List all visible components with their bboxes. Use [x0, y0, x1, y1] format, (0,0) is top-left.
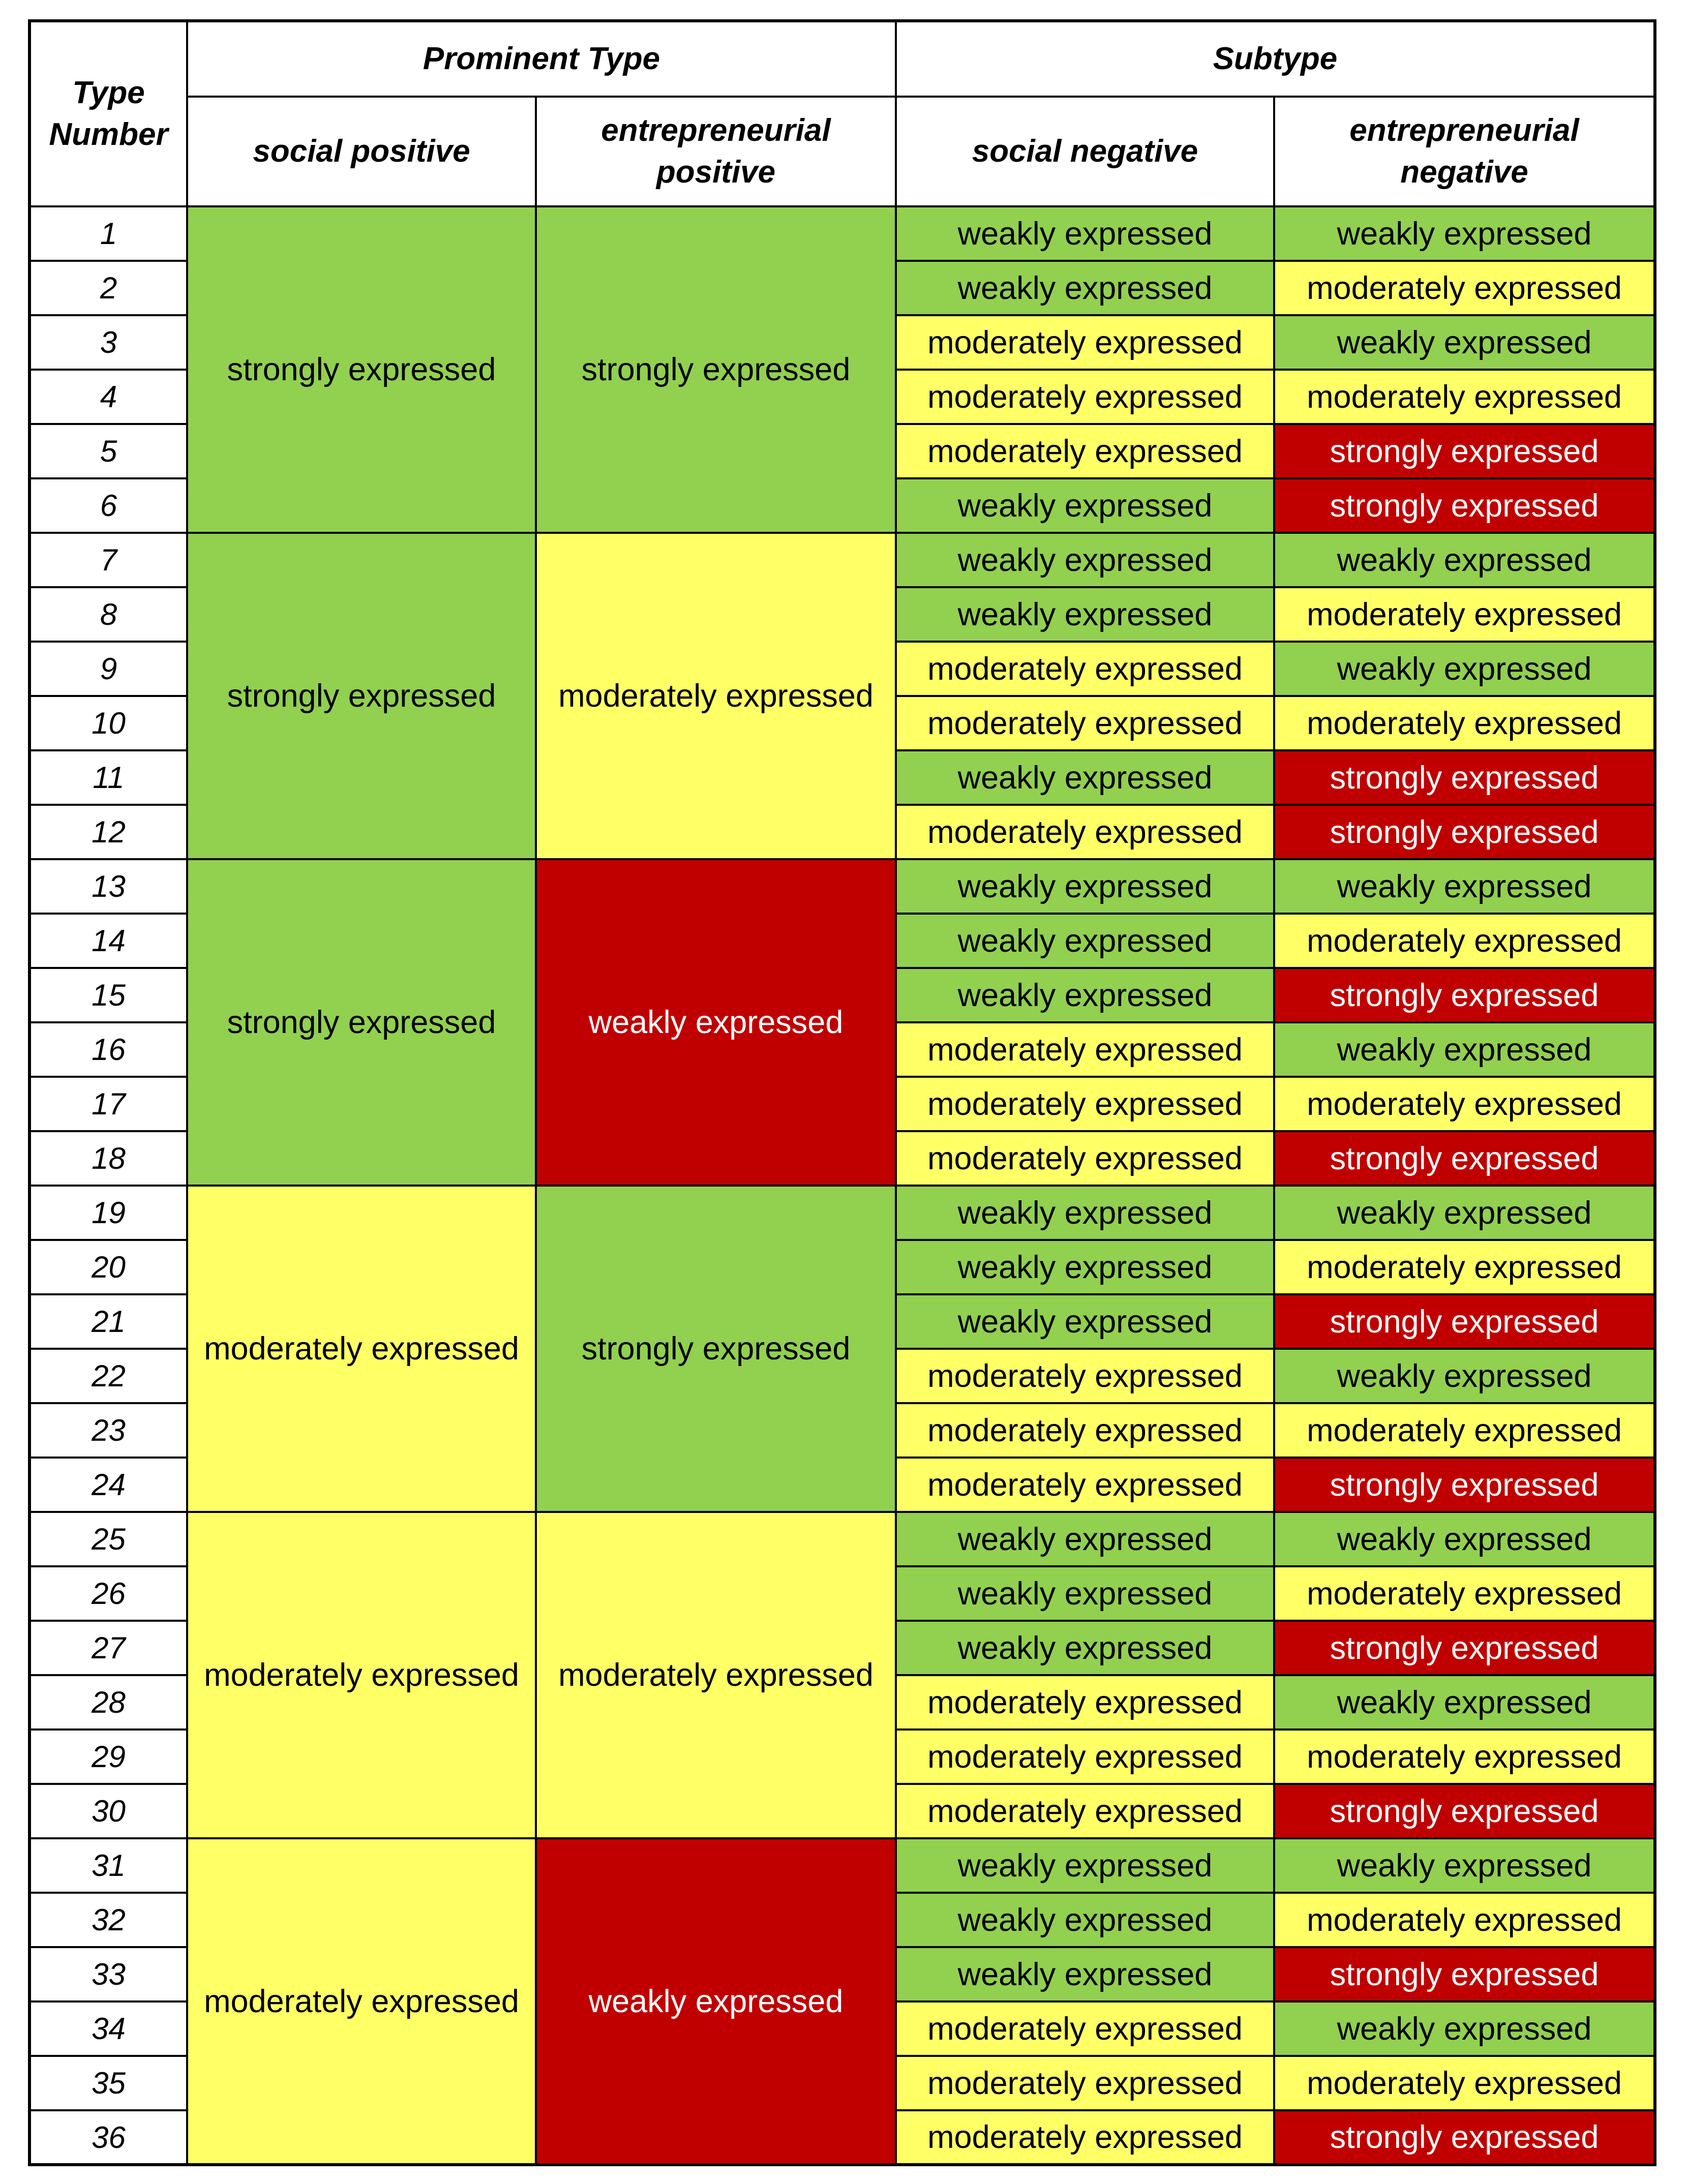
social-negative-cell: moderately expressed: [896, 1675, 1274, 1730]
social-negative-cell: weakly expressed: [896, 1838, 1274, 1893]
social-negative-cell: weakly expressed: [896, 261, 1274, 315]
type-number-cell: 22: [29, 1349, 187, 1403]
entrepreneurial-negative-cell: strongly expressed: [1274, 1131, 1655, 1186]
table-row: [29, 206, 1655, 261]
type-number-cell: 33: [29, 1947, 187, 2001]
type-number-cell: 13: [29, 859, 187, 914]
social-negative-cell: weakly expressed: [896, 914, 1274, 968]
entrepreneurial-positive-cell: moderately expressed: [536, 533, 896, 859]
social-negative-cell: moderately expressed: [896, 1349, 1274, 1403]
type-number-cell: 36: [29, 2110, 187, 2165]
type-number-cell: 21: [29, 1294, 187, 1349]
social-positive-header: social positive: [187, 97, 536, 206]
entrepreneurial-negative-cell: moderately expressed: [1274, 587, 1655, 642]
social-negative-cell: weakly expressed: [896, 478, 1274, 533]
social-positive-cell: moderately expressed: [187, 1186, 536, 1512]
entrepreneurial-negative-cell: strongly expressed: [1274, 478, 1655, 533]
social-negative-cell: moderately expressed: [896, 2056, 1274, 2110]
type-number-cell: 29: [29, 1730, 187, 1784]
entrepreneurial-positive-cell: weakly expressed: [536, 1838, 896, 2165]
entrepreneurial-negative-cell: moderately expressed: [1274, 1403, 1655, 1458]
social-negative-cell: moderately expressed: [896, 2001, 1274, 2056]
entrepreneurial-negative-cell: strongly expressed: [1274, 2110, 1655, 2165]
social-negative-cell: weakly expressed: [896, 859, 1274, 914]
entrepreneurial-negative-cell: strongly expressed: [1274, 1947, 1655, 2001]
social-negative-cell: weakly expressed: [896, 1512, 1274, 1566]
entrepreneurial-negative-cell: weakly expressed: [1274, 315, 1655, 370]
social-negative-cell: moderately expressed: [896, 2110, 1274, 2165]
social-negative-cell: weakly expressed: [896, 533, 1274, 587]
type-number-cell: 30: [29, 1784, 187, 1838]
table-row: [29, 1512, 1655, 1566]
type-number-cell: 19: [29, 1186, 187, 1240]
social-negative-cell: weakly expressed: [896, 1947, 1274, 2001]
table-row: [29, 1838, 1655, 1893]
social-negative-cell: weakly expressed: [896, 1893, 1274, 1947]
entrepreneurial-negative-cell: weakly expressed: [1274, 533, 1655, 587]
entrepreneurial-negative-cell: moderately expressed: [1274, 2056, 1655, 2110]
type-number-cell: 28: [29, 1675, 187, 1730]
entrepreneurial-negative-cell: weakly expressed: [1274, 2001, 1655, 2056]
entrepreneurial-negative-cell: strongly expressed: [1274, 1458, 1655, 1512]
entrepreneurial-positive-header: entrepreneurial positive: [536, 97, 896, 206]
social-negative-cell: moderately expressed: [896, 1131, 1274, 1186]
type-number-cell: 2: [29, 261, 187, 315]
social-negative-header: social negative: [896, 97, 1274, 206]
social-negative-cell: moderately expressed: [896, 805, 1274, 859]
entrepreneurial-negative-cell: strongly expressed: [1274, 805, 1655, 859]
entrepreneurial-negative-cell: moderately expressed: [1274, 261, 1655, 315]
type-number-cell: 23: [29, 1403, 187, 1458]
social-negative-cell: moderately expressed: [896, 1784, 1274, 1838]
social-negative-cell: weakly expressed: [896, 1621, 1274, 1675]
entrepreneurial-negative-cell: strongly expressed: [1274, 1294, 1655, 1349]
social-negative-cell: moderately expressed: [896, 1077, 1274, 1131]
type-number-cell: 4: [29, 370, 187, 424]
entrepreneurial-negative-cell: strongly expressed: [1274, 1621, 1655, 1675]
social-negative-cell: weakly expressed: [896, 1186, 1274, 1240]
type-number-cell: 11: [29, 750, 187, 805]
subtype-header: Subtype: [896, 21, 1655, 97]
social-negative-cell: weakly expressed: [896, 1240, 1274, 1294]
type-number-cell: 20: [29, 1240, 187, 1294]
entrepreneurial-negative-cell: weakly expressed: [1274, 642, 1655, 696]
type-number-cell: 8: [29, 587, 187, 642]
social-negative-cell: moderately expressed: [896, 1458, 1274, 1512]
type-number-cell: 27: [29, 1621, 187, 1675]
prominent-type-header: Prominent Type: [187, 21, 896, 97]
type-number-cell: 15: [29, 968, 187, 1022]
social-negative-cell: weakly expressed: [896, 750, 1274, 805]
entrepreneurial-negative-cell: moderately expressed: [1274, 1893, 1655, 1947]
entrepreneurial-negative-cell: weakly expressed: [1274, 1512, 1655, 1566]
entrepreneurial-negative-cell: moderately expressed: [1274, 1566, 1655, 1621]
type-number-cell: 6: [29, 478, 187, 533]
social-negative-cell: moderately expressed: [896, 1403, 1274, 1458]
social-negative-cell: moderately expressed: [896, 642, 1274, 696]
entrepreneurial-negative-cell: strongly expressed: [1274, 424, 1655, 478]
entrepreneurial-negative-cell: strongly expressed: [1274, 968, 1655, 1022]
type-number-cell: 26: [29, 1566, 187, 1621]
type-number-cell: 1: [29, 206, 187, 261]
type-number-cell: 24: [29, 1458, 187, 1512]
social-negative-cell: moderately expressed: [896, 1730, 1274, 1784]
entrepreneurial-negative-cell: strongly expressed: [1274, 750, 1655, 805]
type-number-cell: 3: [29, 315, 187, 370]
social-positive-cell: strongly expressed: [187, 206, 536, 533]
table-body: [29, 206, 1655, 2165]
entrepreneurial-positive-cell: strongly expressed: [536, 1186, 896, 1512]
type-number-cell: 35: [29, 2056, 187, 2110]
social-positive-cell: moderately expressed: [187, 1838, 536, 2165]
entrepreneurial-negative-cell: strongly expressed: [1274, 1784, 1655, 1838]
social-positive-cell: moderately expressed: [187, 1512, 536, 1838]
type-number-header: Type Number: [29, 21, 187, 206]
social-positive-cell: strongly expressed: [187, 533, 536, 859]
type-number-cell: 18: [29, 1131, 187, 1186]
type-number-cell: 10: [29, 696, 187, 750]
entrepreneurial-positive-cell: moderately expressed: [536, 1512, 896, 1838]
entrepreneurial-negative-cell: moderately expressed: [1274, 914, 1655, 968]
social-negative-cell: weakly expressed: [896, 206, 1274, 261]
entrepreneurial-negative-cell: weakly expressed: [1274, 1838, 1655, 1893]
entrepreneurial-positive-cell: weakly expressed: [536, 859, 896, 1186]
entrepreneurial-negative-cell: weakly expressed: [1274, 1349, 1655, 1403]
social-negative-cell: moderately expressed: [896, 696, 1274, 750]
type-number-cell: 34: [29, 2001, 187, 2056]
type-number-cell: 7: [29, 533, 187, 587]
social-negative-cell: weakly expressed: [896, 1566, 1274, 1621]
entrepreneurial-negative-cell: moderately expressed: [1274, 1730, 1655, 1784]
type-number-cell: 17: [29, 1077, 187, 1131]
social-negative-cell: moderately expressed: [896, 424, 1274, 478]
type-number-cell: 9: [29, 642, 187, 696]
entrepreneurial-negative-cell: weakly expressed: [1274, 859, 1655, 914]
entrepreneurial-negative-cell: weakly expressed: [1274, 1186, 1655, 1240]
typology-table: [28, 19, 1656, 2166]
entrepreneurial-negative-cell: weakly expressed: [1274, 1675, 1655, 1730]
type-number-cell: 12: [29, 805, 187, 859]
entrepreneurial-negative-cell: moderately expressed: [1274, 370, 1655, 424]
entrepreneurial-negative-cell: moderately expressed: [1274, 1240, 1655, 1294]
social-negative-cell: weakly expressed: [896, 1294, 1274, 1349]
entrepreneurial-positive-cell: strongly expressed: [536, 206, 896, 533]
social-negative-cell: moderately expressed: [896, 1022, 1274, 1077]
table-row: [29, 859, 1655, 914]
social-negative-cell: moderately expressed: [896, 315, 1274, 370]
entrepreneurial-negative-cell: weakly expressed: [1274, 206, 1655, 261]
social-negative-cell: moderately expressed: [896, 370, 1274, 424]
type-number-cell: 31: [29, 1838, 187, 1893]
social-negative-cell: weakly expressed: [896, 968, 1274, 1022]
type-number-cell: 16: [29, 1022, 187, 1077]
entrepreneurial-negative-cell: moderately expressed: [1274, 1077, 1655, 1131]
entrepreneurial-negative-cell: moderately expressed: [1274, 696, 1655, 750]
table-row: [29, 533, 1655, 587]
type-number-cell: 5: [29, 424, 187, 478]
table-row: [29, 1186, 1655, 1240]
type-number-cell: 32: [29, 1893, 187, 1947]
type-number-cell: 14: [29, 914, 187, 968]
entrepreneurial-negative-header: entrepreneurial negative: [1274, 97, 1655, 206]
social-negative-cell: weakly expressed: [896, 587, 1274, 642]
entrepreneurial-negative-cell: weakly expressed: [1274, 1022, 1655, 1077]
type-number-cell: 25: [29, 1512, 187, 1566]
social-positive-cell: strongly expressed: [187, 859, 536, 1186]
